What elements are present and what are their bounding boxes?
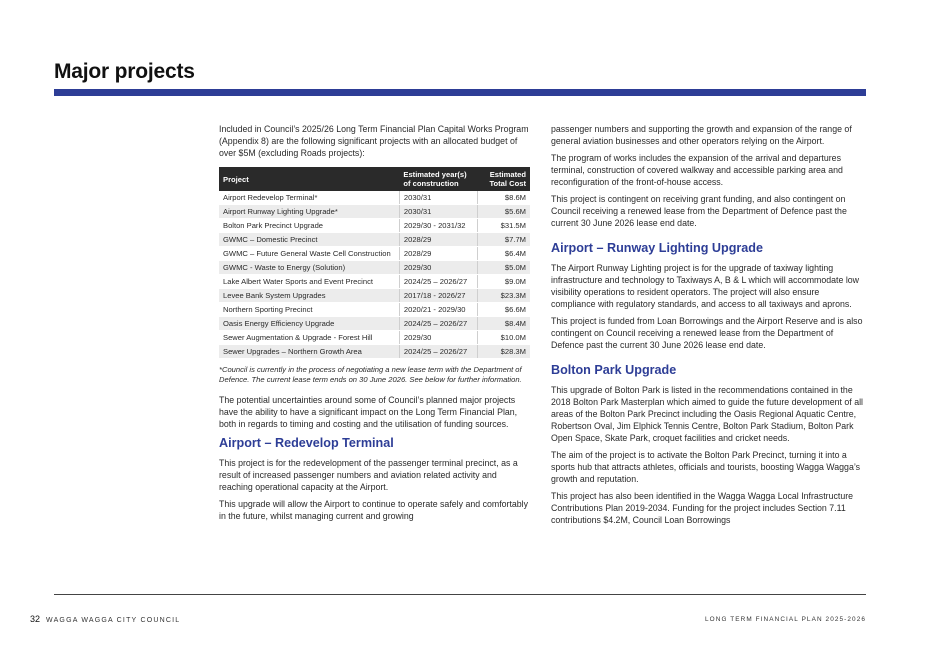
cell-project: GWMC – Domestic Precinct — [219, 233, 399, 247]
table-row — [219, 289, 530, 303]
footer-rule — [54, 594, 866, 595]
table-row — [219, 303, 530, 317]
table-footnote: *Council is currently in the process of negotiating a new lease term with the Department of Defence. The current lease term ends on 30 June 2026. See below for further information. — [219, 365, 522, 384]
bolton-park-paragraph: The aim of the project is to activate the Bolton Park Precinct, turning it into a sports hub that attracts athletes, officials and tourists, boosting Wagga Wagga’s growth and reputation. — [551, 450, 861, 484]
cell-year: 2024/25 – 2026/27 — [399, 317, 477, 331]
cell-cost: $28.3M — [477, 345, 530, 359]
table-row — [219, 331, 530, 345]
cell-cost: $8.6M — [477, 191, 530, 205]
heading-airport-terminal: Airport – Redevelop Terminal — [219, 436, 394, 450]
cell-year: 2029/30 — [399, 261, 477, 275]
cell-year: 2017/18 - 2026/27 — [399, 289, 477, 303]
footer-left — [30, 614, 180, 624]
table-row — [219, 233, 530, 247]
cell-year: 2030/31 — [399, 191, 477, 205]
cell-year: 2028/29 — [399, 233, 477, 247]
cell-project: Airport Runway Lighting Upgrade* — [219, 205, 399, 219]
table-row — [219, 275, 530, 289]
bolton-park-paragraph: This project has also been identified in the Wagga Wagga Local Infrastructure Contributions Plan 2019-2034. Funding for the project includes Section 7.11 contributions $4.2M, Council Loan Borrowings — [551, 491, 854, 525]
table-row — [219, 345, 530, 359]
cell-cost: $6.4M — [477, 247, 530, 261]
cell-project: Sewer Upgrades – Northern Growth Area — [219, 345, 399, 359]
airport-terminal-paragraph: The program of works includes the expansion of the arrival and departures terminal, construction of covered walkway and accessible parking area and reconfiguration of the front-of-house access. — [551, 153, 843, 187]
footer-organisation: WAGGA WAGGA CITY COUNCIL — [46, 617, 181, 624]
cell-cost: $5.0M — [477, 261, 530, 275]
cell-project: Lake Albert Water Sports and Event Precinct — [219, 275, 399, 289]
cell-year: 2020/21 - 2029/30 — [399, 303, 477, 317]
header-cost: Estimated Total Cost — [477, 167, 530, 191]
cell-project: Northern Sporting Precinct — [219, 303, 399, 317]
header-project: Project — [219, 167, 399, 191]
cell-cost: $31.5M — [477, 219, 530, 233]
cell-cost: $9.0M — [477, 275, 530, 289]
intro-paragraph: Included in Council’s 2025/26 Long Term Financial Plan Capital Works Program (Appendix 8) are the following significant projects with an allocated budget of over $5M (excluding Roads projects): — [219, 124, 529, 158]
cell-project: GWMC - Waste to Energy (Solution) — [219, 261, 399, 275]
table-row — [219, 317, 530, 331]
left-column — [219, 123, 530, 527]
heading-runway-lighting: Airport – Runway Lighting Upgrade — [551, 241, 763, 255]
footer-document-title: LONG TERM FINANCIAL PLAN 2025-2026 — [705, 616, 866, 623]
title-rule — [54, 89, 866, 96]
cell-year: 2028/29 — [399, 247, 477, 261]
cell-year: 2029/30 - 2031/32 — [399, 219, 477, 233]
table-row — [219, 219, 530, 233]
cell-cost: $7.7M — [477, 233, 530, 247]
table-row — [219, 191, 530, 205]
page-title: Major projects — [54, 60, 195, 83]
table-header-row — [219, 167, 530, 191]
heading-bolton-park: Bolton Park Upgrade — [551, 363, 677, 377]
projects-table — [219, 167, 530, 359]
table-row — [219, 205, 530, 219]
cell-cost: $6.6M — [477, 303, 530, 317]
header-year: Estimated year(s) of construction — [399, 167, 477, 191]
runway-lighting-paragraph: The Airport Runway Lighting project is for the upgrade of taxiway lighting infrastructure and technology to Taxiways A, B & L which will accommodate low visibility operations to resident operators. The project will also ensure compliance with regulatory standards, and access to all taxiways and aprons. — [551, 263, 860, 309]
cell-year: 2024/25 – 2026/27 — [399, 275, 477, 289]
bolton-park-paragraph: This upgrade of Bolton Park is listed in the recommendations contained in the 2018 Bolton Park Masterplan which aimed to guide the future development of all areas of the Bolton Park Precinct including the Oasis Regional Aquatic Centre, Robertson Oval, Jim Elphick Tennis Centre, Bolton Park Stadium, Bolton Park Open Space, Skate Park, croquet facilities and cricket needs. — [551, 385, 863, 443]
airport-terminal-paragraph: This upgrade will allow the Airport to continue to operate safely and comfortably in the future, whilst managing current and growing — [219, 499, 529, 521]
right-column — [551, 123, 866, 531]
table-row — [219, 261, 530, 275]
cell-project: Levee Bank System Upgrades — [219, 289, 399, 303]
cell-project: Sewer Augmentation & Upgrade - Forest Hill — [219, 331, 399, 345]
cell-project: Oasis Energy Efficiency Upgrade — [219, 317, 399, 331]
cell-cost: $10.0M — [477, 331, 530, 345]
table-row — [219, 247, 530, 261]
cell-project: Airport Redevelop Terminal* — [219, 191, 399, 205]
page-number: 32 — [30, 614, 41, 624]
cell-cost: $5.6M — [477, 205, 530, 219]
uncertainty-paragraph: The potential uncertainties around some of Council’s planned major projects have the ability to have a significant impact on the Long Term Financial Plan, both in regards to timing and costing and the utilisation of funding sources. — [219, 395, 518, 429]
cell-year: 2030/31 — [399, 205, 477, 219]
cell-cost: $23.3M — [477, 289, 530, 303]
cell-project: GWMC – Future General Waste Cell Construction — [219, 247, 399, 261]
cell-project: Bolton Park Precinct Upgrade — [219, 219, 399, 233]
airport-terminal-paragraph: passenger numbers and supporting the growth and expansion of the range of general aviation businesses and other operators relying on the Airport. — [551, 124, 852, 146]
cell-year: 2024/25 – 2026/27 — [399, 345, 477, 359]
airport-terminal-paragraph: This project is contingent on receiving grant funding, and also contingent on Council receiving a renewed lease from the Department of Defence past the current 30 June 2026 lease end date. — [551, 194, 847, 228]
runway-lighting-paragraph: This project is funded from Loan Borrowings and the Airport Reserve and is also contingent on Council receiving a renewed lease from the Department of Defence past the current 30 June 2026 lease end date. — [551, 316, 863, 350]
airport-terminal-paragraph: This project is for the redevelopment of the passenger terminal precinct, as a result of increased passenger numbers and aviation related activity and reaching operational capacity at the Airport. — [219, 458, 518, 492]
cell-year: 2029/30 — [399, 331, 477, 345]
projects-table-body — [219, 191, 530, 359]
cell-cost: $8.4M — [477, 317, 530, 331]
